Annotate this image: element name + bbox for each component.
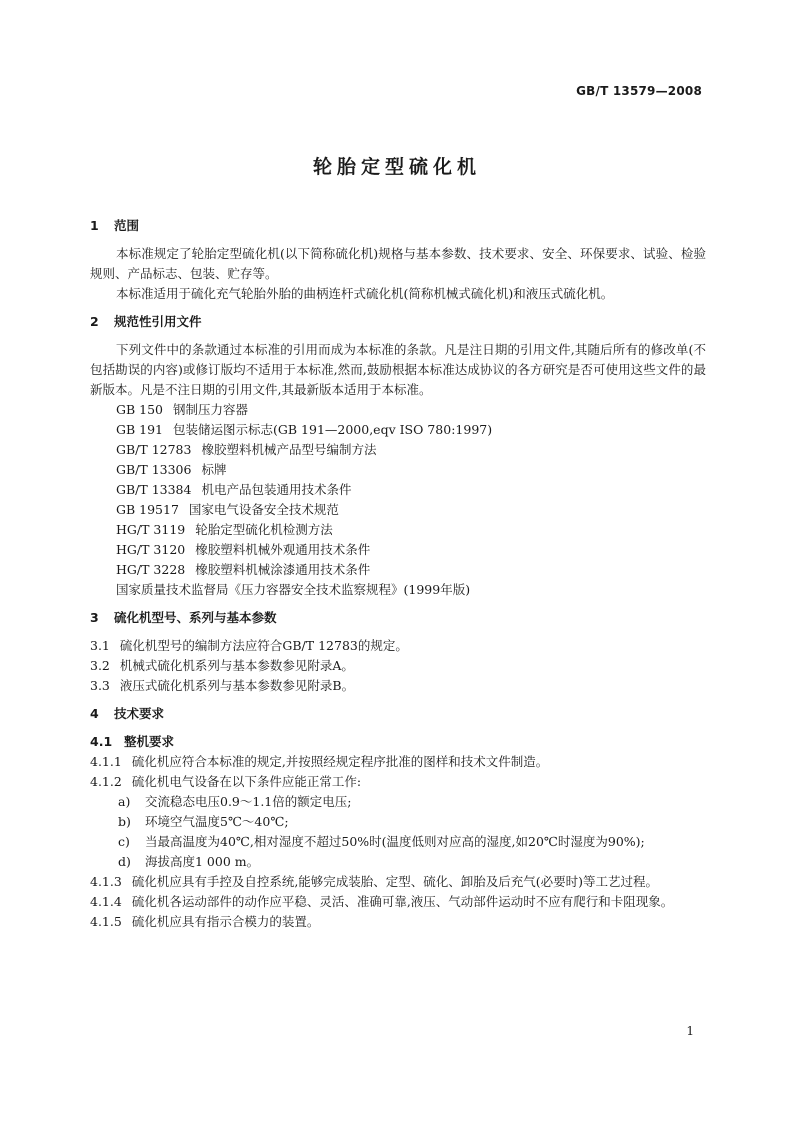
reference-item bbox=[90, 560, 706, 580]
reference-item bbox=[90, 460, 706, 480]
section-number: 4 bbox=[90, 706, 99, 721]
reference-code: GB 191 bbox=[116, 422, 164, 437]
clause bbox=[90, 892, 706, 912]
reference-title: 橡胶塑料机械涂漆通用技术条件 bbox=[195, 562, 371, 577]
clause-text: 机械式硫化机系列与基本参数参见附录A。 bbox=[119, 658, 354, 673]
section-4-heading bbox=[90, 704, 706, 724]
clause bbox=[90, 752, 706, 772]
reference-title: 轮胎定型硫化机检测方法 bbox=[195, 522, 333, 537]
section-title: 规范性引用文件 bbox=[114, 314, 202, 329]
clause bbox=[90, 912, 706, 932]
reference-title: 钢制压力容器 bbox=[173, 402, 249, 417]
clause-text: 硫化机应符合本标准的规定,并按照经规定程序批准的图样和技术文件制造。 bbox=[131, 754, 549, 769]
clause-text: 硫化机各运动部件的动作应平稳、灵活、准确可靠,液压、气动部件运动时不应有爬行和卡阻现象。 bbox=[131, 894, 674, 909]
list-item-text: 当最高温度为40℃,相对湿度不超过50%时(温度低则对应高的湿度,如20℃时湿度为90%); bbox=[145, 834, 645, 849]
section-number: 3 bbox=[90, 610, 99, 625]
reference-item bbox=[90, 400, 706, 420]
reference-title: 包装储运图示标志(GB 191—2000,eqv ISO 780:1997) bbox=[173, 422, 493, 437]
reference-code: HG/T 3120 bbox=[116, 542, 186, 557]
paragraph: 本标准规定了轮胎定型硫化机(以下简称硫化机)规格与基本参数、技术要求、安全、环保要求、试验、检验规则、产品标志、包装、贮存等。 bbox=[90, 246, 706, 281]
page-number: 1 bbox=[686, 1024, 694, 1038]
reference-item: 国家质量技术监督局《压力容器安全技术监察规程》(1999年版) bbox=[116, 582, 471, 597]
reference-title: 标牌 bbox=[201, 462, 227, 477]
clause-text: 液压式硫化机系列与基本参数参见附录B。 bbox=[119, 678, 355, 693]
clause-number: 3.1 bbox=[90, 638, 110, 653]
list-item-text: 环境空气温度5℃～40℃; bbox=[145, 814, 289, 829]
reference-item bbox=[90, 540, 706, 560]
list-item-text: 交流稳态电压0.9～1.1倍的额定电压; bbox=[145, 794, 352, 809]
list-item bbox=[90, 812, 706, 832]
paragraph: 下列文件中的条款通过本标准的引用而成为本标准的条款。凡是注日期的引用文件,其随后所有的修改单(不包括勘误的内容)或修订版均不适用于本标准,然而,鼓励根据本标准达成协议的各方研究是否可使用这些文件的最新版本。凡是不注日期的引用文件,其最新版本适用于本标准。 bbox=[90, 342, 706, 397]
document-body bbox=[90, 216, 706, 932]
list-marker: a) bbox=[118, 794, 131, 809]
reference-item bbox=[90, 440, 706, 460]
reference-title: 机电产品包装通用技术条件 bbox=[201, 482, 352, 497]
clause-text: 硫化机应具有手控及自控系统,能够完成装胎、定型、硫化、卸胎及后充气(必要时)等工艺过程。 bbox=[131, 874, 659, 889]
document-title: 轮胎定型硫化机 bbox=[312, 156, 481, 178]
section-2-heading bbox=[90, 312, 706, 332]
clause bbox=[90, 676, 706, 696]
clause-number: 3.2 bbox=[90, 658, 110, 673]
list-item bbox=[90, 832, 706, 852]
list-marker: d) bbox=[118, 854, 131, 869]
reference-code: GB/T 13306 bbox=[116, 462, 192, 477]
clause-number: 4.1.2 bbox=[90, 774, 122, 789]
reference-item bbox=[90, 500, 706, 520]
reference-title: 橡胶塑料机械产品型号编制方法 bbox=[201, 442, 377, 457]
clause-number: 4.1.1 bbox=[90, 754, 122, 769]
clause bbox=[90, 656, 706, 676]
reference-title: 橡胶塑料机械外观通用技术条件 bbox=[195, 542, 371, 557]
clause-number: 3.3 bbox=[90, 678, 110, 693]
section-1-heading bbox=[90, 216, 706, 236]
list-item-text: 海拔高度1 000 m。 bbox=[145, 854, 260, 869]
reference-code: GB 19517 bbox=[116, 502, 179, 517]
clause bbox=[90, 872, 706, 892]
standard-number: GB/T 13579—2008 bbox=[576, 84, 702, 98]
clause bbox=[90, 636, 706, 656]
clause-text: 硫化机电气设备在以下条件应能正常工作: bbox=[131, 774, 362, 789]
paragraph: 本标准适用于硫化充气轮胎外胎的曲柄连杆式硫化机(简称机械式硫化机)和液压式硫化机。 bbox=[116, 286, 614, 301]
clause-text: 硫化机应具有指示合模力的装置。 bbox=[131, 914, 320, 929]
clause bbox=[90, 772, 706, 792]
list-item bbox=[90, 792, 706, 812]
subsection-4-1-heading bbox=[90, 732, 706, 752]
clause-number: 4.1.4 bbox=[90, 894, 122, 909]
section-title: 硫化机型号、系列与基本参数 bbox=[114, 610, 277, 625]
reference-code: GB/T 13384 bbox=[116, 482, 192, 497]
clause-text: 硫化机型号的编制方法应符合GB/T 12783的规定。 bbox=[119, 638, 408, 653]
section-title: 技术要求 bbox=[114, 706, 165, 721]
list-marker: b) bbox=[118, 814, 131, 829]
list-marker: c) bbox=[118, 834, 130, 849]
section-3-heading bbox=[90, 608, 706, 628]
subsection-number: 4.1 bbox=[90, 734, 113, 749]
reference-code: HG/T 3228 bbox=[116, 562, 186, 577]
reference-item bbox=[90, 480, 706, 500]
reference-item bbox=[90, 520, 706, 540]
list-item bbox=[90, 852, 706, 872]
reference-title: 国家电气设备安全技术规范 bbox=[188, 502, 339, 517]
subsection-title: 整机要求 bbox=[124, 734, 175, 749]
section-number: 2 bbox=[90, 314, 99, 329]
reference-code: GB 150 bbox=[116, 402, 164, 417]
reference-item bbox=[90, 420, 706, 440]
section-title: 范围 bbox=[114, 218, 140, 233]
reference-code: GB/T 12783 bbox=[116, 442, 192, 457]
reference-code: HG/T 3119 bbox=[116, 522, 186, 537]
clause-number: 4.1.3 bbox=[90, 874, 122, 889]
section-number: 1 bbox=[90, 218, 99, 233]
clause-number: 4.1.5 bbox=[90, 914, 122, 929]
